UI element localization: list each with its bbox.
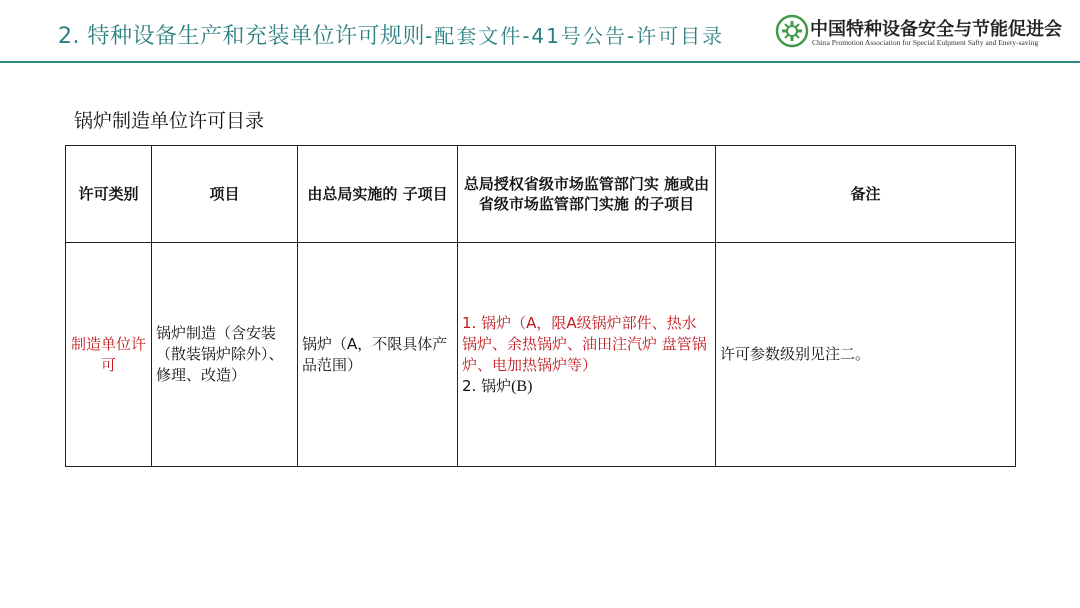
header-project: 项目 [152, 146, 298, 243]
slide-title [58, 19, 724, 50]
slide-title-sub: -配套文件-41号公告-许可目录 [425, 24, 725, 48]
section-title: 锅炉制造单位许可目录 [74, 110, 265, 132]
association-emblem-icon [774, 13, 810, 49]
header-national-item: 由总局实施的 子项目 [298, 146, 458, 243]
provincial-item-2-grade: (B) [511, 377, 533, 395]
slide-title-main: 2. 特种设备生产和充装单位许可规则 [58, 24, 425, 49]
table-header-row [66, 146, 1016, 243]
association-logo [774, 13, 1074, 53]
cell-provincial-item [458, 243, 716, 467]
cell-project: 锅炉制造（含安装（散装锅炉除外）、修理、改造） [152, 243, 298, 467]
provincial-item-2 [462, 376, 711, 397]
header-note: 备注 [716, 146, 1016, 243]
provincial-item-2-prefix: 2. 锅炉 [462, 376, 512, 395]
cell-category: 制造单位许可 [66, 243, 152, 467]
license-table [65, 145, 1016, 467]
cell-national-item: 锅炉（A，不限具体产品范围） [298, 243, 458, 467]
slide-header [0, 0, 1080, 64]
cell-note: 许可参数级别见注二。 [716, 243, 1016, 467]
header-category: 许可类别 [66, 146, 152, 243]
logo-chinese-name: 中国特种设备安全与节能促进会 [810, 19, 1062, 40]
header-provincial-item: 总局授权省级市场监管部门实 施或由省级市场监管部门实施 的子项目 [458, 146, 716, 243]
provincial-item-1: 1. 锅炉（A，限A级锅炉部件、热水锅炉、余热锅炉、油田注汽炉 盘管锅炉、电加热锅炉等） [462, 313, 707, 374]
header-divider [0, 61, 1080, 63]
table-row [66, 243, 1016, 467]
logo-english-name: China Promotion Association for Special Eulpment Safty and Enery-saving [812, 38, 1039, 47]
